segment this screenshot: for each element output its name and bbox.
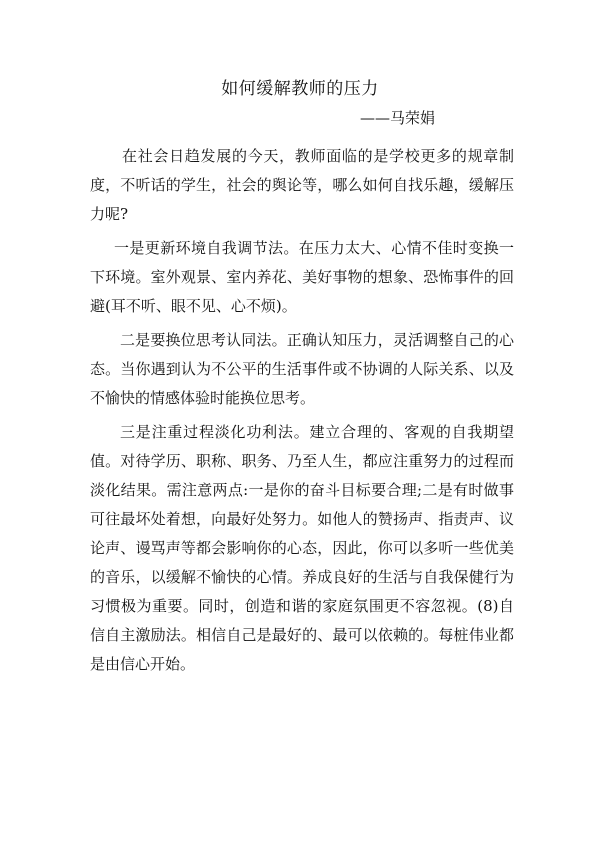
paragraph-method-2: 二是要换位思考认同法。正确认知压力，灵活调整自己的心态。当你遇到认为不公平的生活事件或不协调的人际关系、以及不愉快的情感体验时能换位思考。 xyxy=(90,331,514,407)
paragraph-method-3: 三是注重过程淡化功利法。建立合理的、客观的自我期望值。对待学历、职称、职务、乃至人生，都应注重努力的过程而淡化结果。需注意两点:一是你的奋斗目标要合理;二是有时做事可往最坏处着想，向最好处努力。如他人的赞扬声、指责声、议论声、谩骂声等都会影响你的心态，因此，你可以多听一些优美的音乐，以缓解不愉快的心情。养成良好的生活与自我保健行为习惯极为重要。同时，创造和谐的家庭氛围更不容忽视。(8)自信自主激励法。相信自己是最好的、最可以依赖的。每桩伟业都是由信心开始。 xyxy=(90,423,514,673)
document-title: 如何缓解教师的压力 xyxy=(221,79,379,99)
paragraph-method-1: 一是更新环境自我调节法。在压力太大、心情不佳时变换一下环境。室外观景、室内养花、美好事物的想象、恐怖事件的回避(耳不听、眼不见、心不烦)。 xyxy=(90,239,514,315)
document-author: ——马荣娟 xyxy=(360,109,436,127)
paragraph-intro: 在社会日趋发展的今天，教师面临的是学校更多的规章制度，不听话的学生，社会的舆论等，哪么如何自找乐趣，缓解压力呢? xyxy=(90,147,514,223)
